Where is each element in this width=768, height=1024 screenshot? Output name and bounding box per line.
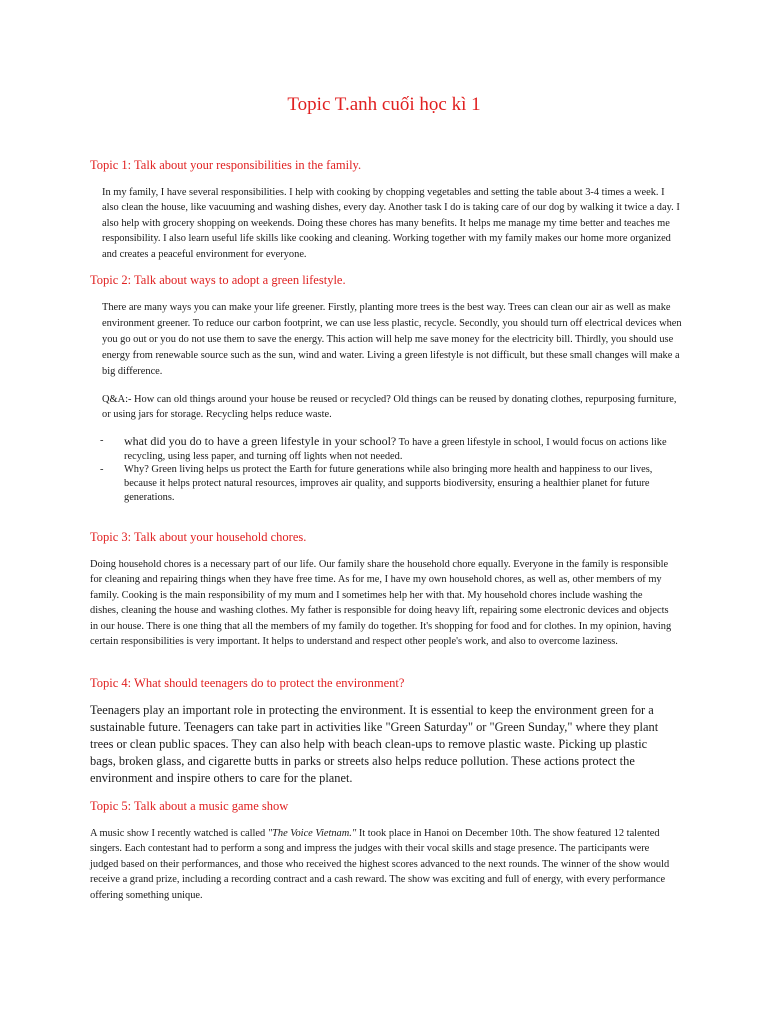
- page-title: Topic T.anh cuối học kì 1: [287, 94, 481, 115]
- topic-4-body: Teenagers play an important role in protecting the environment. It is essential to keep the environment green for a sustainable future. Teenagers can take part in activities like "Green Saturday" or "Green Sunday," where they plant trees or clean public spaces. They can also help with beach clean-ups to remove plastic waste. Picking up plastic bags, broken glass, and cigarette butts in parks or streets also helps reduce pollution. These actions protect the environment and inspire others to care for the planet.: [90, 703, 659, 785]
- topic-2-bullet-1: [100, 434, 680, 464]
- topic-2-bullet-2: [100, 463, 680, 505]
- topic-4-heading: Topic 4: What should teenagers do to protect the environment?: [90, 676, 405, 690]
- bullet-question: what did you do to have a green lifestyle in your school?: [124, 434, 397, 448]
- topic-1-heading: Topic 1: Talk about your responsibilities in the family.: [90, 158, 362, 172]
- bullet-dash: -: [100, 435, 104, 446]
- bullet-answer: Why? Green living helps us protect the Earth for future generations while also bringing more health and happiness to our lives, because it helps protect natural resources, improves air quality, and supports biodiversity, ensuring a healthier planet for future generations.: [124, 464, 653, 503]
- show-name: "The Voice Vietnam.": [267, 828, 357, 839]
- topic-1-body: In my family, I have several responsibilities. I help with cooking by chopping vegetables and setting the table about 3-4 times a week. I also clean the house, like vacuuming and washing dishes, every day. Another task I do is taking care of our dog by walking it twice a day. I also help with grocery shopping on weekends. Doing these chores has many benefits. It helps me manage my time better and teaches me responsibility. I also learn useful life skills like cooking and cleaning. Working together with my family makes our home more organized and creates a peaceful environment for everyone.: [102, 187, 680, 260]
- bullet-answer: To have a green lifestyle in school, I would focus on actions like recycling, using less paper, and turning off lights when not needed.: [124, 437, 667, 462]
- topic-5-heading: Topic 5: Talk about a music game show: [90, 799, 289, 813]
- topic-5-body: A music show I recently watched is called "The Voice Vietnam." It took place in Hanoi on December 10th. The show featured 12 talented singers. Each contestant had to perform a song and impress the judges with their vocal skills and stage presence. The participants were judged based on their performances, and those who received the highest scores advanced to the next rounds. The winner of the show would receive a grand prize, including a recording contract and a cash reward. The show was exciting and full of energy, with every performance offering something unique.: [90, 828, 670, 901]
- bullet-dash: -: [100, 464, 104, 475]
- topic-2-qa: Q&A:- How can old things around your house be reused or recycled? Old things can be reused by donating clothes, repurposing furniture, or using jars for storage. Recycling helps reduce waste.: [102, 394, 677, 421]
- topic-2-heading: Topic 2: Talk about ways to adopt a green lifestyle.: [90, 273, 346, 287]
- topic-3-body: Doing household chores is a necessary part of our life. Our family share the household chore equally. Everyone in the family is responsible for cleaning and repairing things when they have free time. As for me, I have my own household chores, as well as, other members of my family. Cooking is the main responsibility of my mum and I sometimes help her with that. My household chores include washing the dishes, cleaning the house and washing clothes. My father is responsible for doing heavy lift, repairing some electronic devices and objects in our house. There is one thing that all the members of my family do together. It's shopping for food and for clothes. In my opinion, having certain responsibilities is very important. It helps to understand and respect other people's work, and also to overcome laziness.: [90, 559, 672, 648]
- topic-3-heading: Topic 3: Talk about your household chores.: [90, 530, 307, 544]
- topic-2-body: There are many ways you can make your life greener. Firstly, planting more trees is the best way. Trees can clean our air as well as make environment greener. To reduce our carbon footprint, we can use less plastic, recycle. Secondly, you should turn off electrical devices when you go out or you do not use them to save the energy. This action will help me save money for the electricity bill. Thirdly, you should use energy from renewable source such as the sun, wind and water. Living a green lifestyle is not difficult, but these small changes will make a big difference.: [102, 302, 682, 377]
